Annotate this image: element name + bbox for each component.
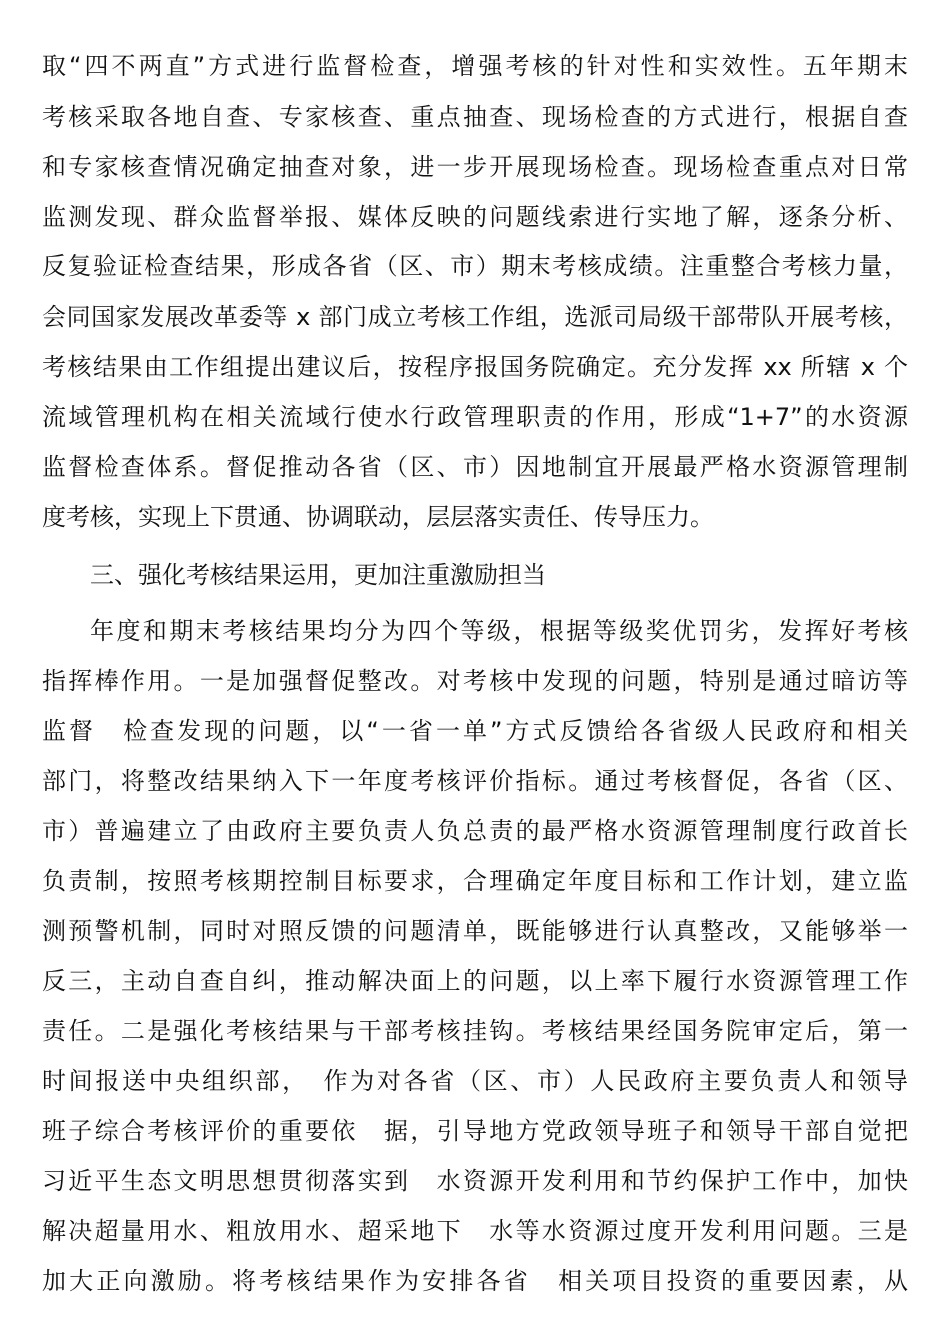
section-heading: 三、强化考核结果运用，更加注重激励担当 bbox=[90, 561, 546, 589]
text-line: 取“四不两直”方式进行监督检查，增强考核的针对性和实效性。五年期末 bbox=[42, 52, 908, 80]
text-line: 反三，主动自查自纠，推动解决面上的问题，以上率下履行水资源管理工作 bbox=[42, 967, 908, 995]
text-line: 度考核，实现上下贯通、协调联动，层层落实责任、传导压力。 bbox=[42, 503, 714, 531]
text-line: 考核结果由工作组提出建议后，按程序报国务院确定。充分发挥 xx 所辖 x 个 bbox=[42, 353, 908, 381]
text-line: 市）普遍建立了由政府主要负责人负总责的最严格水资源管理制度行政首长 bbox=[42, 817, 908, 845]
text-line: 和专家核查情况确定抽查对象，进一步开展现场检查。现场检查重点对日常 bbox=[42, 153, 908, 181]
text-line: 负责制，按照考核期控制目标要求，合理确定年度目标和工作计划，建立监 bbox=[42, 867, 908, 895]
text-line: 责任。二是强化考核结果与干部考核挂钩。考核结果经国务院审定后，第一 bbox=[42, 1017, 908, 1045]
text-line: 流域管理机构在相关流域行使水行政管理职责的作用，形成“1+7”的水资源 bbox=[42, 403, 908, 431]
text-line: 考核采取各地自查、专家核查、重点抽查、现场检查的方式进行，根据自查 bbox=[42, 103, 908, 131]
paragraph-first-line: 年度和期末考核结果均分为四个等级，根据等级奖优罚劣，发挥好考核 bbox=[90, 617, 908, 645]
text-line: 会同国家发展改革委等 x 部门成立考核工作组，选派司局级干部带队开展考核， bbox=[42, 303, 908, 331]
text-line: 习近平生态文明思想贯彻落实到 水资源开发利用和节约保护工作中，加快 bbox=[42, 1167, 908, 1195]
text-line: 解决超量用水、粗放用水、超采地下 水等水资源过度开发利用问题。三是 bbox=[42, 1217, 908, 1245]
text-line: 测预警机制，同时对照反馈的问题清单，既能够进行认真整改，又能够举一 bbox=[42, 917, 908, 945]
text-line: 班子综合考核评价的重要依 据，引导地方党政领导班子和领导干部自觉把 bbox=[42, 1117, 908, 1145]
text-line: 监督检查体系。督促推动各省（区、市）因地制宜开展最严格水资源管理制 bbox=[42, 453, 908, 481]
text-line: 加大正向激励。将考核结果作为安排各省 相关项目投资的重要因素，从 bbox=[42, 1267, 908, 1295]
text-line: 监测发现、群众监督举报、媒体反映的问题线索进行实地了解，逐条分析、 bbox=[42, 203, 908, 231]
text-line: 指挥棒作用。一是加强督促整改。对考核中发现的问题，特别是通过暗访等 bbox=[42, 667, 908, 695]
text-line: 监督 检查发现的问题，以“一省一单”方式反馈给各省级人民政府和相关 bbox=[42, 717, 908, 745]
text-line: 时间报送中央组织部， 作为对各省（区、市）人民政府主要负责人和领导 bbox=[42, 1067, 908, 1095]
text-line: 反复验证检查结果，形成各省（区、市）期末考核成绩。注重整合考核力量， bbox=[42, 252, 908, 280]
text-line: 部门，将整改结果纳入下一年度考核评价指标。通过考核督促，各省（区、 bbox=[42, 767, 908, 795]
